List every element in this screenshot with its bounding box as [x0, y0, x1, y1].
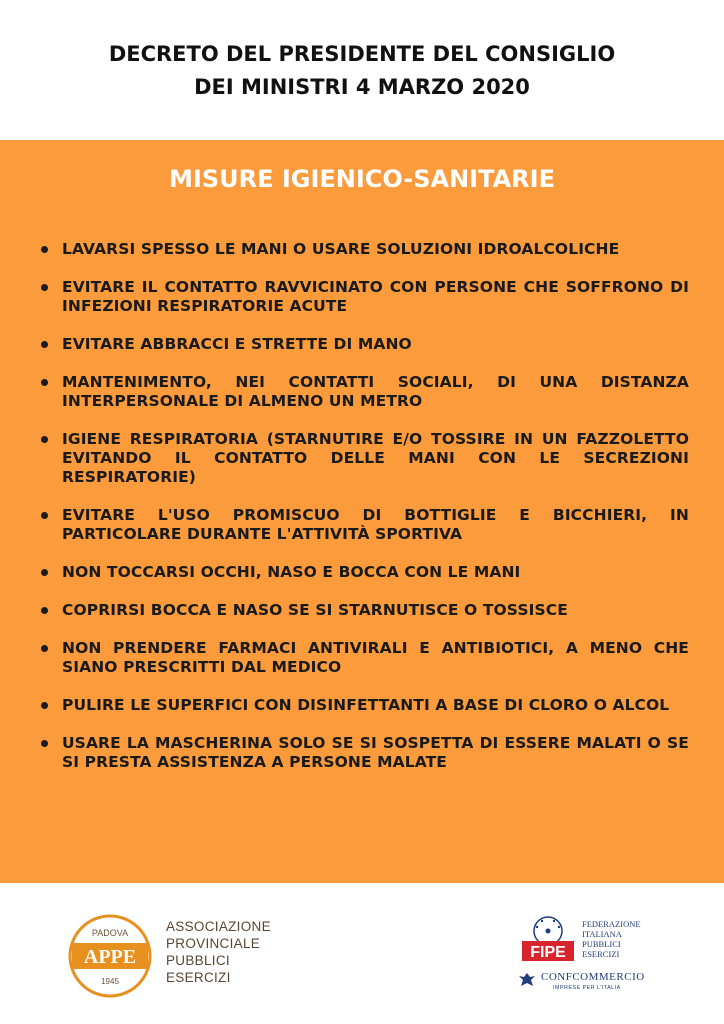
fipe-line: PUBBLICI	[582, 939, 621, 949]
bullet-icon	[41, 246, 48, 253]
measure-text: USARE LA MASCHERINA SOLO SE SI SOSPETTA DI ESSERE MALATI O SE SI PRESTA ASSISTENZA A PERSONE MALATE	[62, 734, 689, 771]
header	[0, 0, 724, 140]
measure-item	[38, 278, 689, 316]
measure-text: EVITARE L'USO PROMISCUO DI BOTTIGLIE E BICCHIERI, IN PARTICOLARE DURANTE L'ATTIVITÀ SPORTIVA	[62, 506, 689, 543]
title-line-1: DECRETO DEL PRESIDENTE DEL CONSIGLIO	[108, 42, 616, 66]
measure-item	[38, 373, 689, 411]
measure-item	[38, 563, 689, 582]
confcommercio-eagle-icon	[518, 971, 536, 989]
section-title: MISURE IGIENICO-SANITARIE	[169, 165, 555, 193]
fipe-line: ESERCIZI	[582, 949, 620, 959]
measure-text: NON TOCCARSI OCCHI, NASO E BOCCA CON LE MANI	[62, 563, 521, 581]
association-line: PUBBLICI	[166, 953, 230, 968]
bullet-icon	[41, 341, 48, 348]
measure-item	[38, 601, 689, 620]
appe-logo-city: PADOVA	[91, 928, 129, 938]
confcommercio-tagline: IMPRESE PER L'ITALIA	[553, 985, 621, 991]
measure-text: EVITARE IL CONTATTO RAVVICINATO CON PERSONE CHE SOFFRONO DI INFEZIONI RESPIRATORIE ACUTE	[62, 278, 689, 315]
association-line: PROVINCIALE	[166, 936, 261, 951]
fipe-name	[582, 919, 641, 959]
appe-logo-year: 1945	[101, 977, 119, 986]
measure-item	[38, 734, 689, 772]
association-line: ESERCIZI	[166, 970, 231, 985]
measure-item	[38, 639, 689, 677]
measure-text: EVITARE ABBRACCI E STRETTE DI MANO	[62, 335, 412, 353]
fipe-logo	[520, 913, 576, 969]
document-title	[0, 38, 724, 104]
fipe-logo-text: FIPE	[530, 944, 566, 961]
bullet-icon	[41, 379, 48, 386]
measure-item	[38, 506, 689, 544]
bullet-icon	[41, 569, 48, 576]
bullet-icon	[41, 702, 48, 709]
measure-item	[38, 696, 689, 715]
association-name	[166, 918, 271, 986]
association-line: ASSOCIAZIONE	[166, 919, 271, 934]
bullet-icon	[41, 607, 48, 614]
measure-text: NON PRENDERE FARMACI ANTIVIRALI E ANTIBIOTICI, A MENO CHE SIANO PRESCRITTI DAL MEDICO	[62, 639, 689, 676]
measure-item	[38, 430, 689, 487]
confcommercio-logo: CONFCOMMERCIO	[541, 971, 645, 983]
bullet-icon	[41, 512, 48, 519]
bullet-icon	[41, 436, 48, 443]
fipe-line: ITALIANA	[582, 929, 622, 939]
appe-logo	[66, 913, 154, 999]
measure-text: LAVARSI SPESSO LE MANI O USARE SOLUZIONI IDROALCOLICHE	[62, 240, 620, 258]
measures-list	[38, 240, 689, 791]
measure-text: COPRIRSI BOCCA E NASO SE SI STARNUTISCE O TOSSISCE	[62, 601, 568, 619]
measure-text: MANTENIMENTO, NEI CONTATTI SOCIALI, DI UNA DISTANZA INTERPERSONALE DI ALMENO UN METRO	[62, 373, 689, 410]
fipe-line: FEDERAZIONE	[582, 919, 641, 929]
bullet-icon	[41, 645, 48, 652]
footer	[0, 883, 724, 1024]
measures-panel	[0, 140, 724, 883]
measure-item	[38, 335, 689, 354]
measure-text: IGIENE RESPIRATORIA (STARNUTIRE E/O TOSSIRE IN UN FAZZOLETTO EVITANDO IL CONTATTO DELLE MANI CON LE SECREZIONI RESPIRATORIE)	[62, 430, 689, 486]
appe-logo-name: APPE	[83, 946, 137, 968]
bullet-icon	[41, 284, 48, 291]
measure-item	[38, 240, 689, 259]
bullet-icon	[41, 740, 48, 747]
title-line-2: DEI MINISTRI 4 MARZO 2020	[194, 75, 530, 99]
measure-text: PULIRE LE SUPERFICI CON DISINFETTANTI A BASE DI CLORO O ALCOL	[62, 696, 670, 714]
